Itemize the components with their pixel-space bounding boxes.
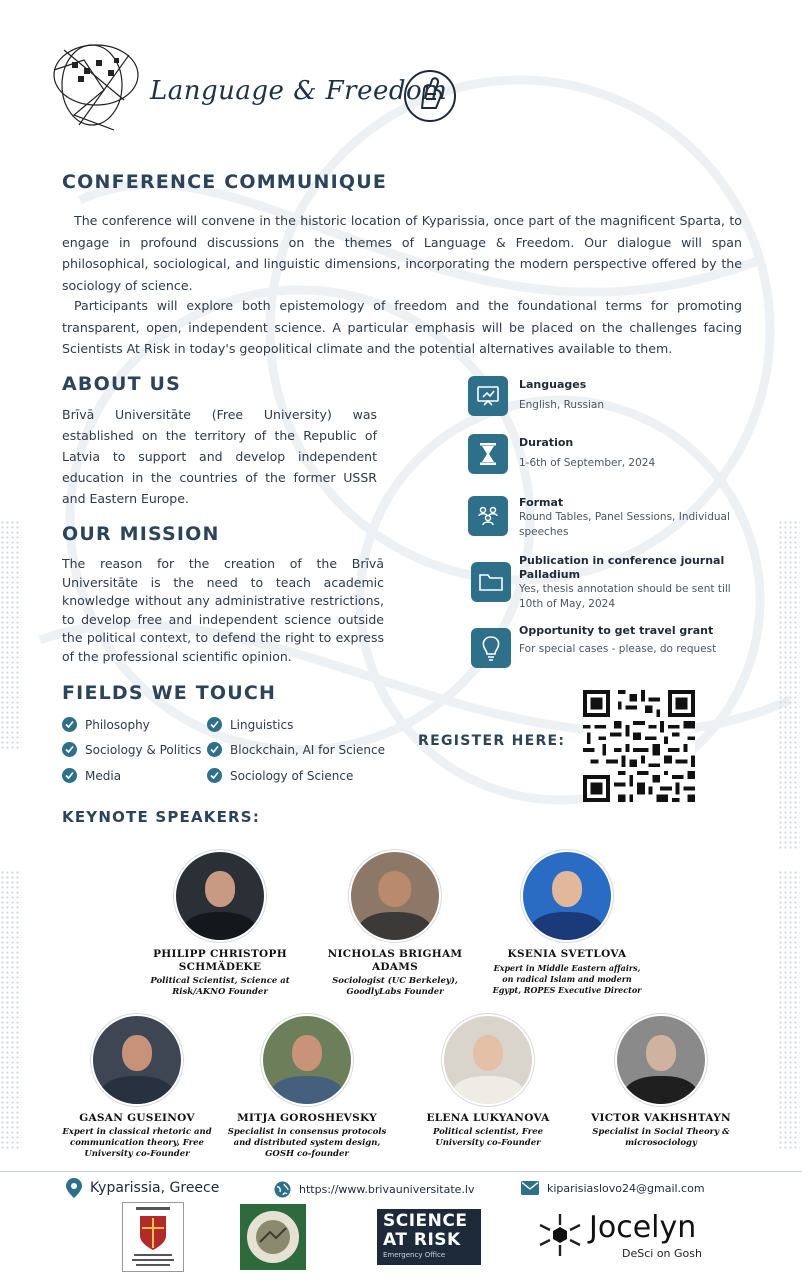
speaker-photo	[91, 1014, 183, 1106]
location-text: Kyparissia, Greece	[90, 1180, 220, 1196]
speaker-name: ELENA LUKYANOVA	[426, 1112, 550, 1124]
speaker-role: Political Scientist, Science at Risk/AKNO Founder	[150, 976, 290, 997]
field-label: Sociology & Politics	[85, 742, 202, 757]
speaker-card	[57, 1014, 217, 1160]
science-at-risk-line2: AT RISK	[383, 1230, 461, 1250]
website-contact[interactable]	[274, 1181, 475, 1198]
speaker-photo	[261, 1014, 353, 1106]
speaker-role: Sociologist (UC Berkeley), GoodlyLabs Founder	[332, 976, 458, 997]
info-publication	[468, 556, 758, 614]
science-at-risk-sub: Emergency Office	[383, 1251, 446, 1259]
check-circle-icon	[207, 742, 222, 757]
info-title: Duration	[519, 436, 574, 449]
jocelyn-sub: DeSci on Gosh	[622, 1247, 702, 1260]
science-at-risk-logo	[377, 1209, 481, 1265]
field-item	[207, 742, 385, 757]
communique-paragraph-2: Participants will explore both epistemology of freedom and the foundational terms for promoting transparent, open, independent science. A particular emphasis will be placed on the challenges facing Scientists At Risk in today's geopolitical climate and the potential alternatives available to them.	[62, 298, 742, 356]
check-circle-icon	[207, 768, 222, 783]
speaker-card	[408, 1014, 568, 1149]
check-circle-icon	[62, 742, 77, 757]
globe-icon	[274, 1181, 291, 1198]
info-title: Languages	[519, 378, 587, 391]
location-contact	[66, 1178, 219, 1198]
speaker-role: Specialist in Social Theory & microsociology	[592, 1127, 730, 1148]
field-item	[62, 768, 121, 783]
fields-heading: FIELDS WE TOUCH	[62, 682, 277, 704]
envelope-icon	[521, 1181, 539, 1195]
info-format	[468, 494, 758, 538]
speaker-name: NICHOLAS BRIGHAM ADAMS	[327, 948, 463, 973]
speaker-name: GASAN GUSEINOV	[79, 1112, 195, 1124]
communique-paragraph-1: The conference will convene in the historic location of Kyparissia, once part of the magnificent Sparta, to engage in profound discussions on the themes of Language & Freedom. Our dialogue will span philosophical, sociological, and linguistic dimensions, incorporating the modern perspective offered by the sociology of science.	[62, 213, 742, 293]
info-duration	[468, 434, 758, 478]
logo-sketch-icon	[44, 30, 144, 150]
lightbulb-icon	[471, 628, 511, 668]
info-title: Publication in conference journal Palladium	[519, 554, 725, 581]
hourglass-icon	[468, 434, 508, 474]
field-label: Media	[85, 768, 122, 783]
presentation-chart-icon	[468, 376, 508, 416]
society-seal-logo	[240, 1204, 306, 1270]
speaker-name: KSENIA SVETLOVA	[507, 948, 627, 960]
speaker-photo	[174, 850, 266, 942]
footer	[0, 1172, 802, 1280]
info-text: Yes, thesis annotation should be sent till 10th of May, 2024	[519, 583, 731, 610]
dot-pattern-right-lower	[778, 870, 800, 1150]
speaker-card	[140, 850, 300, 998]
keynote-heading: KEYNOTE SPEAKERS:	[62, 808, 261, 826]
speaker-photo	[442, 1014, 534, 1106]
check-circle-icon	[62, 717, 77, 732]
speaker-card	[315, 850, 475, 998]
speaker-photo	[615, 1014, 707, 1106]
speaker-role: Expert in classical rhetoric and communication theory, Free University co-Founder	[62, 1127, 212, 1159]
register-label: REGISTER HERE:	[418, 733, 566, 749]
municipality-emblem-logo	[122, 1202, 184, 1272]
info-title: Format	[519, 496, 564, 509]
speaker-photo	[521, 850, 613, 942]
info-text: English, Russian	[519, 399, 605, 411]
email-contact[interactable]	[521, 1181, 705, 1195]
raised-fist-icon	[402, 68, 458, 124]
brand-title: Language & Freedom	[150, 76, 448, 106]
jocelyn-hexagon-icon	[537, 1212, 583, 1258]
field-label: Linguistics	[230, 717, 294, 732]
speaker-photo	[349, 850, 441, 942]
field-item	[207, 717, 293, 732]
speaker-role: Specialist in consensus protocols and distributed system design, GOSH co-founder	[227, 1127, 387, 1159]
speaker-role: Expert in Middle Eastern affairs, on radical Islam and modern Egypt, ROPES Executive Director	[492, 963, 642, 995]
info-text: Round Tables, Panel Sessions, Individual speeches	[519, 511, 730, 538]
speaker-name: PHILIPP CHRISTOPH SCHMÄDEKE	[153, 948, 287, 973]
dot-pattern-left-lower	[0, 870, 22, 1150]
jocelyn-name: Jocelyn	[589, 1210, 697, 1245]
people-group-icon	[468, 496, 508, 536]
dot-pattern-right	[778, 520, 800, 850]
about-text: Brīvā Universitāte (Free University) was established on the territory of the Republic of Latvia to support and develop independent education in the countries of the former USSR and Eastern Europe.	[62, 407, 377, 506]
info-text: For special cases - please, do request	[519, 643, 717, 655]
field-item	[62, 742, 201, 757]
info-languages	[468, 376, 758, 420]
speaker-card	[581, 1014, 741, 1149]
science-at-risk-line1: SCIENCE	[383, 1211, 468, 1231]
mission-text: The reason for the creation of the Brīvā Universitāte is the need to teach academic knowledge without any administrative restrictions, to develop free and independent science outside the political context, to defend the right to express of the professional scientific opinion.	[62, 556, 384, 664]
info-travel-grant	[468, 626, 758, 670]
speaker-card	[227, 1014, 387, 1160]
field-label: Blockchain, AI for Science	[230, 742, 385, 757]
speaker-name: VICTOR VAKHSHTAYN	[591, 1112, 731, 1124]
folder-icon	[471, 562, 511, 602]
map-pin-icon	[66, 1178, 82, 1198]
info-title: Opportunity to get travel grant	[519, 624, 714, 637]
field-item	[62, 717, 150, 732]
field-label: Sociology of Science	[230, 768, 354, 783]
mission-heading: OUR MISSION	[62, 523, 220, 545]
field-item	[207, 768, 353, 783]
speaker-card	[487, 850, 647, 996]
about-heading: ABOUT US	[62, 373, 182, 395]
registration-qr-code[interactable]	[583, 690, 695, 802]
info-text: 1-6th of September, 2024	[519, 457, 656, 469]
speaker-name: MITJA GOROSHEVSKY	[237, 1112, 377, 1124]
email-link[interactable]: kiparisiaslovo24@gmail.com	[547, 1181, 705, 1195]
field-label: Philosophy	[85, 717, 150, 732]
check-circle-icon	[62, 768, 77, 783]
website-link[interactable]: https://www.brivauniversitate.lv	[299, 1183, 475, 1196]
check-circle-icon	[207, 717, 222, 732]
communique-heading: CONFERENCE COMMUNIQUE	[62, 171, 388, 193]
speaker-role: Political scientist, Free University co-Founder	[432, 1127, 544, 1148]
dot-pattern-left	[0, 520, 22, 750]
